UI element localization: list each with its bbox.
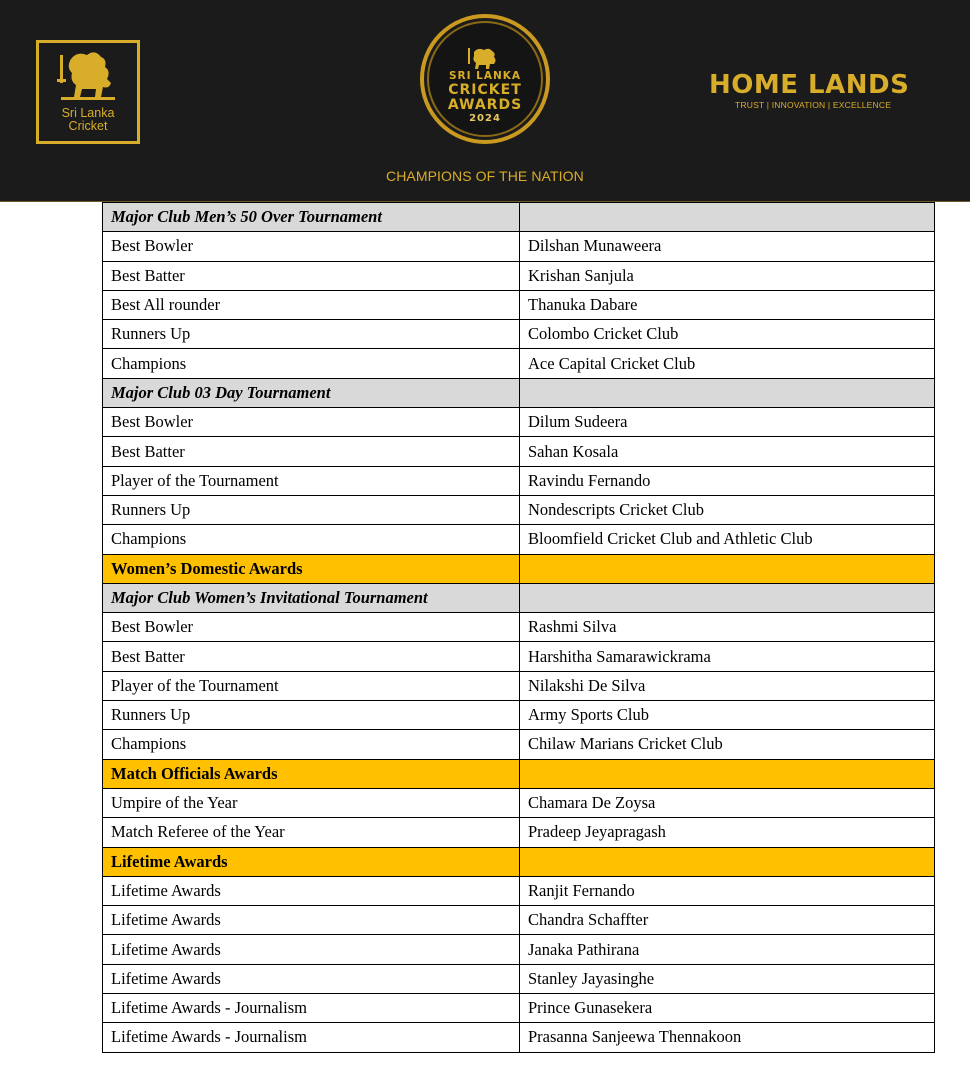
award-cell: Best Bowler [103, 613, 520, 642]
table-row [103, 788, 935, 817]
award-cell: Lifetime Awards - Journalism [103, 994, 520, 1023]
winner-cell: Prince Gunasekera [520, 994, 935, 1023]
winner-cell [520, 847, 935, 876]
award-cell: Match Referee of the Year [103, 818, 520, 847]
award-cell: Champions [103, 525, 520, 554]
header-banner [0, 0, 970, 202]
winner-cell: Krishan Sanjula [520, 261, 935, 290]
winner-cell: Bloomfield Cricket Club and Athletic Club [520, 525, 935, 554]
table-row [103, 876, 935, 905]
award-cell: Lifetime Awards - Journalism [103, 1023, 520, 1052]
award-cell: Lifetime Awards [103, 964, 520, 993]
winner-cell: Thanuka Dabare [520, 290, 935, 319]
award-cell: Runners Up [103, 320, 520, 349]
table-row [103, 935, 935, 964]
winner-cell: Army Sports Club [520, 701, 935, 730]
award-cell: Umpire of the Year [103, 788, 520, 817]
award-cell: Best Bowler [103, 232, 520, 261]
winner-cell: Chandra Schaffter [520, 906, 935, 935]
award-cell: Major Club Women’s Invitational Tournament [103, 583, 520, 612]
award-cell: Lifetime Awards [103, 847, 520, 876]
awards-table [102, 202, 935, 1053]
award-cell: Best Bowler [103, 408, 520, 437]
award-cell: Player of the Tournament [103, 671, 520, 700]
table-row [103, 701, 935, 730]
winner-cell: Nondescripts Cricket Club [520, 495, 935, 524]
award-cell: Major Club 03 Day Tournament [103, 378, 520, 407]
award-cell: Lifetime Awards [103, 906, 520, 935]
section-header-row [103, 847, 935, 876]
table-row [103, 613, 935, 642]
lion-icon [57, 49, 119, 105]
table-row [103, 642, 935, 671]
table-row [103, 495, 935, 524]
winner-cell: Dilshan Munaweera [520, 232, 935, 261]
medallion-line2: CRICKET [448, 82, 522, 98]
awards-table-body [103, 203, 935, 1053]
winner-cell: Ranjit Fernando [520, 876, 935, 905]
award-cell: Runners Up [103, 701, 520, 730]
award-cell: Major Club Men’s 50 Over Tournament [103, 203, 520, 232]
slc-logo-text [39, 107, 137, 133]
table-row [103, 671, 935, 700]
home-lands-name: HOME LANDS [709, 70, 910, 100]
table-row [103, 818, 935, 847]
award-cell: Champions [103, 349, 520, 378]
section-header-row [103, 554, 935, 583]
table-row [103, 290, 935, 319]
award-cell: Player of the Tournament [103, 466, 520, 495]
table-row [103, 232, 935, 261]
slc-logo-line2: Cricket [68, 119, 108, 133]
award-cell: Lifetime Awards [103, 876, 520, 905]
winner-cell: Colombo Cricket Club [520, 320, 935, 349]
table-row [103, 261, 935, 290]
winner-cell: Stanley Jayasinghe [520, 964, 935, 993]
table-row [103, 408, 935, 437]
award-cell: Best Batter [103, 437, 520, 466]
table-row [103, 320, 935, 349]
table-row [103, 994, 935, 1023]
section-header-row [103, 759, 935, 788]
subsection-header-row [103, 583, 935, 612]
winner-cell: Janaka Pathirana [520, 935, 935, 964]
award-cell: Match Officials Awards [103, 759, 520, 788]
table-row [103, 964, 935, 993]
home-lands-logo [709, 70, 909, 110]
winner-cell: Ravindu Fernando [520, 466, 935, 495]
winner-cell: Chamara De Zoysa [520, 788, 935, 817]
award-cell: Best Batter [103, 642, 520, 671]
winner-cell [520, 583, 935, 612]
winner-cell [520, 554, 935, 583]
winner-cell [520, 378, 935, 407]
winner-cell: Chilaw Marians Cricket Club [520, 730, 935, 759]
subsection-header-row [103, 203, 935, 232]
table-row [103, 349, 935, 378]
table-row [103, 1023, 935, 1052]
winner-cell [520, 203, 935, 232]
winner-cell: Prasanna Sanjeewa Thennakoon [520, 1023, 935, 1052]
medallion-year: 2024 [469, 113, 501, 124]
table-row [103, 906, 935, 935]
award-cell: Women’s Domestic Awards [103, 554, 520, 583]
award-cell: Runners Up [103, 495, 520, 524]
slc-logo-line1: Sri Lanka [61, 106, 115, 120]
champions-tagline: CHAMPIONS OF THE NATION [386, 168, 584, 184]
subsection-header-row [103, 378, 935, 407]
winner-cell: Ace Capital Cricket Club [520, 349, 935, 378]
home-lands-tagline: TRUST | INNOVATION | EXCELLENCE [735, 100, 892, 110]
winner-cell: Harshitha Samarawickrama [520, 642, 935, 671]
winner-cell [520, 759, 935, 788]
winner-cell: Sahan Kosala [520, 437, 935, 466]
table-row [103, 525, 935, 554]
sri-lanka-cricket-logo [36, 40, 140, 144]
table-row [103, 437, 935, 466]
table-row [103, 466, 935, 495]
award-cell: Champions [103, 730, 520, 759]
winner-cell: Nilakshi De Silva [520, 671, 935, 700]
medallion-text [418, 70, 552, 125]
award-cell: Best Batter [103, 261, 520, 290]
award-cell: Lifetime Awards [103, 935, 520, 964]
winner-cell: Rashmi Silva [520, 613, 935, 642]
medallion-line1: SRI LANKA [448, 70, 522, 82]
awards-medallion [418, 12, 552, 146]
winner-cell: Dilum Sudeera [520, 408, 935, 437]
winner-cell: Pradeep Jeyapragash [520, 818, 935, 847]
table-row [103, 730, 935, 759]
medallion-line3: AWARDS [447, 97, 523, 113]
award-cell: Best All rounder [103, 290, 520, 319]
